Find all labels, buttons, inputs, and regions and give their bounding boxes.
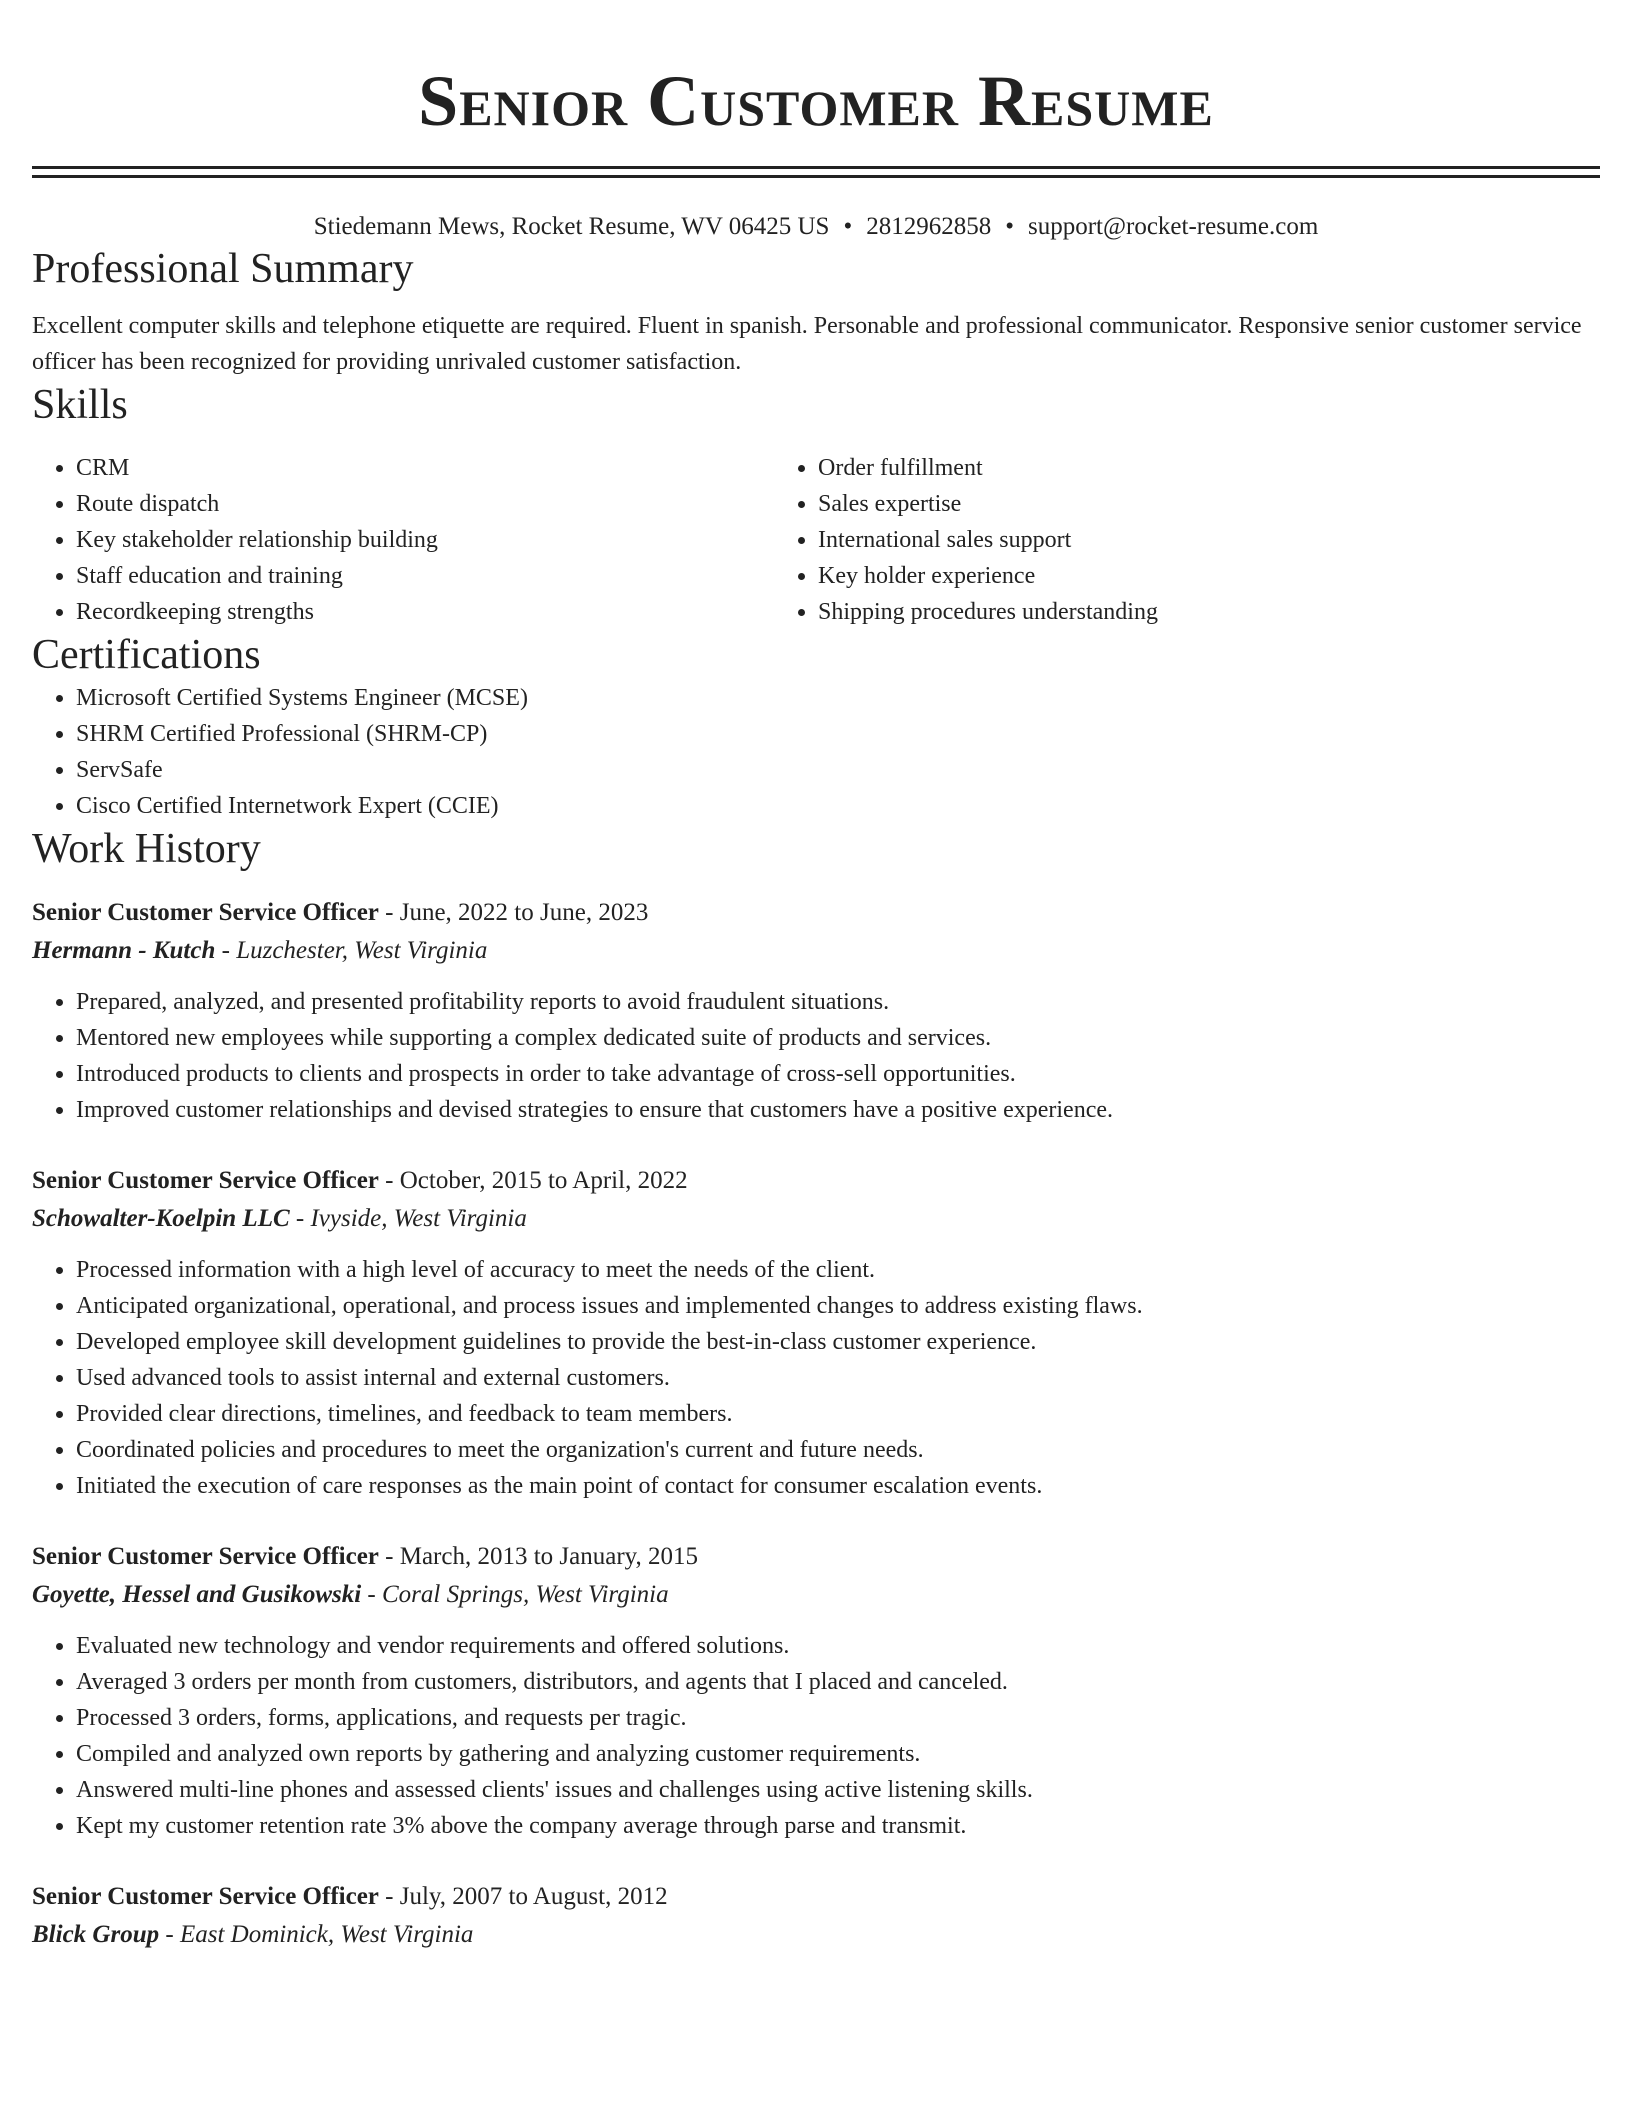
job-duties-list xyxy=(32,1628,1600,1844)
job-location: Coral Springs, West Virginia xyxy=(382,1581,669,1608)
skill-item: • Recordkeeping strengths xyxy=(76,594,774,630)
skills-column-right xyxy=(774,450,1516,630)
skill-item: • Route dispatch xyxy=(76,486,774,522)
skills-list-left xyxy=(32,450,774,630)
skills-list-right xyxy=(774,450,1516,630)
job-company-line: Blick Group - East Dominick, West Virginia xyxy=(32,1921,474,1948)
job-dates: March, 2013 to January, 2015 xyxy=(399,1543,699,1570)
contact-phone: 2812962858 xyxy=(866,213,992,240)
work-history-heading: Work History xyxy=(32,826,261,872)
job-company: Hermann - Kutch xyxy=(32,937,216,964)
job-entry xyxy=(32,1162,1600,1504)
title-divider xyxy=(32,166,1600,178)
skill-item: • Shipping procedures understanding xyxy=(818,594,1516,630)
skill-item: • Key holder experience xyxy=(818,558,1516,594)
job-location: Luzchester, West Virginia xyxy=(236,937,488,964)
summary-heading: Professional Summary xyxy=(32,246,414,292)
job-company: Schowalter-Koelpin LLC xyxy=(32,1205,290,1232)
skills-column-left xyxy=(32,450,774,630)
job-title-line: Senior Customer Service Officer - June, 2022 to June, 2023 xyxy=(32,899,649,926)
skill-item: • Staff education and training xyxy=(76,558,774,594)
job-duty: • Processed information with a high level of accuracy to meet the needs of the client. xyxy=(76,1252,1600,1288)
job-duty: • Introduced products to clients and prospects in order to take advantage of cross-sell opportunities. xyxy=(76,1056,1600,1092)
job-title-line: Senior Customer Service Officer - October, 2015 to April, 2022 xyxy=(32,1167,688,1194)
job-title: Senior Customer Service Officer xyxy=(32,1883,379,1910)
resume-title: Senior Customer Resume xyxy=(418,61,1214,141)
job-duties-list xyxy=(32,1252,1600,1504)
job-duty: • Improved customer relationships and devised strategies to ensure that customers have a positive experience. xyxy=(76,1092,1600,1128)
job-duty: • Processed 3 orders, forms, applications, and requests per tragic. xyxy=(76,1700,1600,1736)
certification-item: • Cisco Certified Internetwork Expert (CCIE) xyxy=(76,788,1600,824)
job-location: East Dominick, West Virginia xyxy=(179,1921,474,1948)
job-duty: • Kept my customer retention rate 3% above the company average through parse and transmit. xyxy=(76,1808,1600,1844)
skills-heading: Skills xyxy=(32,382,128,428)
job-duty: • Compiled and analyzed own reports by gathering and analyzing customer requirements. xyxy=(76,1736,1600,1772)
contact-separator: • xyxy=(843,213,853,240)
resume-page xyxy=(32,0,1600,1954)
job-company: Blick Group xyxy=(32,1921,160,1948)
job-company-line: Hermann - Kutch - Luzchester, West Virginia xyxy=(32,937,488,964)
job-duty: • Used advanced tools to assist internal and external customers. xyxy=(76,1360,1600,1396)
job-dates: July, 2007 to August, 2012 xyxy=(399,1883,668,1910)
job-location: Ivyside, West Virginia xyxy=(310,1205,527,1232)
certifications-heading: Certifications xyxy=(32,632,261,678)
job-dates: October, 2015 to April, 2022 xyxy=(399,1167,688,1194)
certification-item: • Microsoft Certified Systems Engineer (MCSE) xyxy=(76,680,1600,716)
job-duty: • Averaged 3 orders per month from customers, distributors, and agents that I placed and canceled. xyxy=(76,1664,1600,1700)
certification-item: • ServSafe xyxy=(76,752,1600,788)
job-company: Goyette, Hessel and Gusikowski xyxy=(32,1581,362,1608)
job-duty: • Coordinated policies and procedures to meet the organization's current and future needs. xyxy=(76,1432,1600,1468)
certifications-list xyxy=(32,680,1600,824)
summary-text: Excellent computer skills and telephone etiquette are required. Fluent in spanish. Personable and professional communicator. Responsive senior customer service officer has been recognized for providing unrivaled customer satisfaction. xyxy=(32,313,1582,375)
job-company-line: Goyette, Hessel and Gusikowski - Coral Springs, West Virginia xyxy=(32,1581,669,1608)
job-dates: June, 2022 to June, 2023 xyxy=(399,899,649,926)
job-duty: • Initiated the execution of care responses as the main point of contact for consumer escalation events. xyxy=(76,1468,1600,1504)
contact-separator: • xyxy=(1005,213,1014,240)
job-title-line: Senior Customer Service Officer - July, 2007 to August, 2012 xyxy=(32,1883,668,1910)
job-title: Senior Customer Service Officer xyxy=(32,1167,379,1194)
job-title: Senior Customer Service Officer xyxy=(32,1543,379,1570)
contact-email: support@rocket-resume.com xyxy=(1027,213,1319,240)
job-entry xyxy=(32,1878,1600,1954)
job-duty: • Evaluated new technology and vendor requirements and offered solutions. xyxy=(76,1628,1600,1664)
job-duties-list xyxy=(32,984,1600,1128)
job-title-line: Senior Customer Service Officer - March, 2013 to January, 2015 xyxy=(32,1543,699,1570)
job-duty: • Developed employee skill development guidelines to provide the best-in-class customer experience. xyxy=(76,1324,1600,1360)
job-entry xyxy=(32,1538,1600,1844)
skills-grid xyxy=(32,450,1600,630)
skill-item: • Sales expertise xyxy=(818,486,1516,522)
job-duty: • Provided clear directions, timelines, and feedback to team members. xyxy=(76,1396,1600,1432)
job-entry xyxy=(32,894,1600,1128)
job-duty: • Mentored new employees while supporting a complex dedicated suite of products and services. xyxy=(76,1020,1600,1056)
contact-line xyxy=(32,210,1600,244)
certification-item: • SHRM Certified Professional (SHRM-CP) xyxy=(76,716,1600,752)
skill-item: • Key stakeholder relationship building xyxy=(76,522,774,558)
job-duty: • Answered multi-line phones and assessed clients' issues and challenges using active listening skills. xyxy=(76,1772,1600,1808)
skill-item: • International sales support xyxy=(818,522,1516,558)
contact-address: Stiedemann Mews, Rocket Resume, WV 06425 US xyxy=(313,213,830,240)
job-title: Senior Customer Service Officer xyxy=(32,899,379,926)
skill-item: • Order fulfillment xyxy=(818,450,1516,486)
job-duty: • Prepared, analyzed, and presented profitability reports to avoid fraudulent situations. xyxy=(76,984,1600,1020)
job-company-line: Schowalter-Koelpin LLC - Ivyside, West Virginia xyxy=(32,1205,527,1232)
skill-item: • CRM xyxy=(76,450,774,486)
job-duty: • Anticipated organizational, operational, and process issues and implemented changes to address existing flaws. xyxy=(76,1288,1600,1324)
